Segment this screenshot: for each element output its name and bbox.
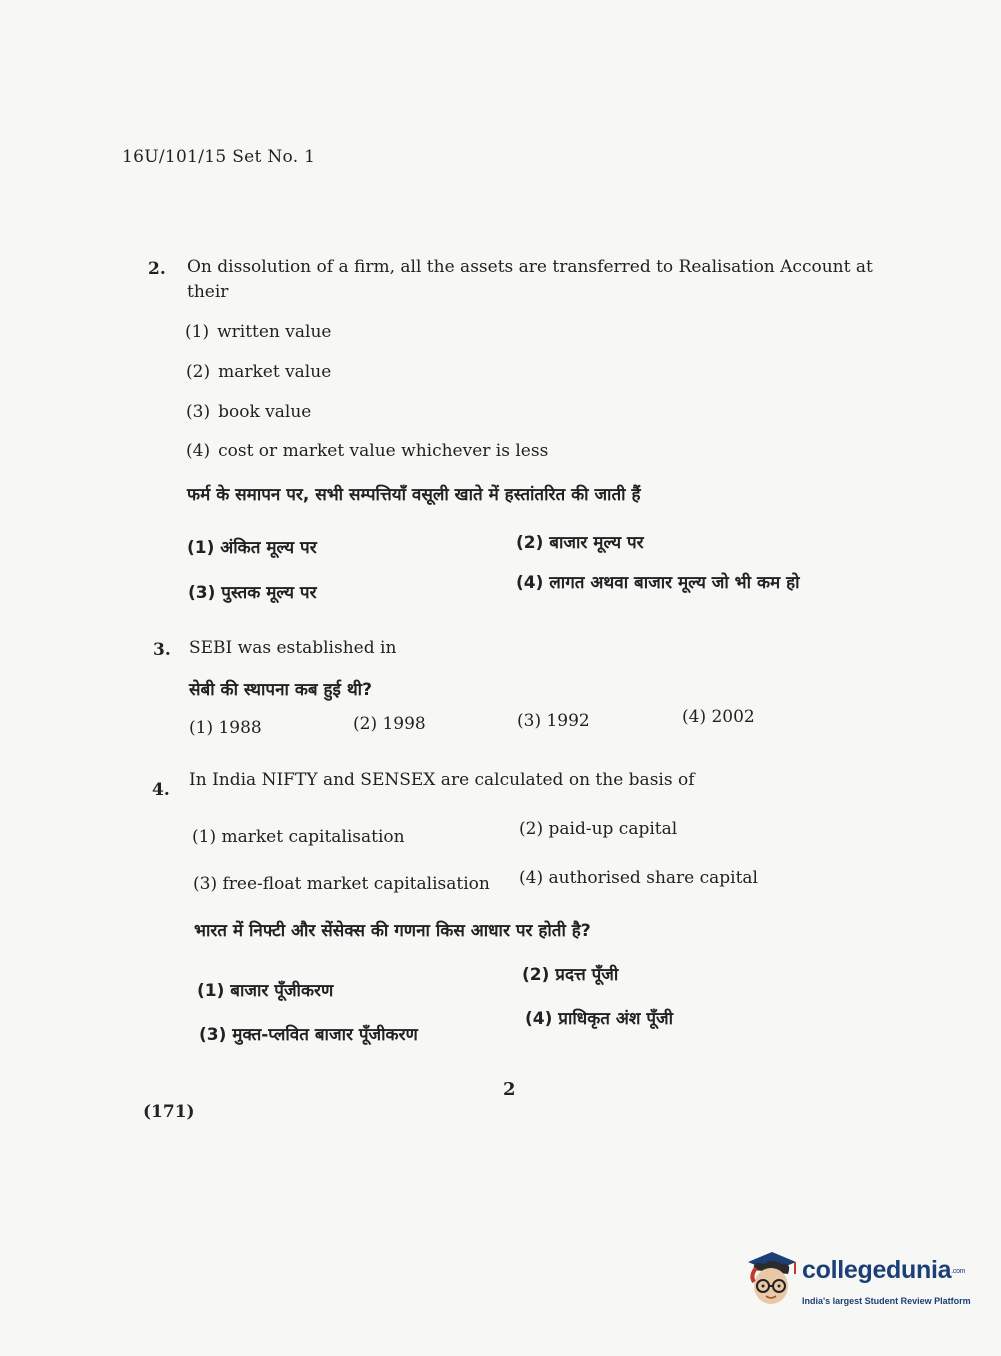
option-text: written value	[217, 322, 332, 342]
option-text: market value	[218, 362, 332, 382]
question-2-hindi-option-1[interactable]: (1) अंकित मूल्य पर	[187, 538, 317, 558]
option-text: book value	[218, 402, 312, 422]
question-4-hindi-option-3[interactable]: (3) मुक्त-प्लवित बाजार पूँजीकरण	[199, 1025, 418, 1045]
question-4-text: In India NIFTY and SENSEX are calculated on the basis of	[189, 770, 695, 790]
page-number: 2	[503, 1079, 516, 1100]
question-2-hindi-option-4[interactable]: (4) लागत अथवा बाजार मूल्य जो भी कम हो	[516, 573, 800, 593]
question-4-hindi-option-4[interactable]: (4) प्राधिकृत अंश पूँजी	[525, 1009, 674, 1029]
collegedunia-logo[interactable]	[742, 1248, 972, 1318]
question-3-hindi-text: सेबी की स्थापना कब हुई थी?	[189, 680, 372, 700]
logo-tagline: India's largest Student Review Platform	[802, 1296, 971, 1306]
question-4-hindi-option-2[interactable]: (2) प्रदत्त पूँजी	[522, 965, 619, 985]
question-2-option-2[interactable]	[186, 362, 331, 382]
option-number: (1)	[185, 322, 210, 342]
logo-brand-name: collegedunia	[802, 1256, 952, 1284]
question-4-option-4[interactable]: (4) authorised share capital	[519, 868, 758, 888]
mascot-icon	[742, 1248, 800, 1314]
question-2-option-4[interactable]	[186, 441, 548, 461]
question-4-option-3[interactable]: (3) free-float market capitalisation	[193, 874, 490, 894]
question-2-option-3[interactable]	[186, 402, 311, 422]
question-2-hindi-option-2[interactable]: (2) बाजार मूल्य पर	[516, 533, 644, 553]
question-4-hindi-text: भारत में निफ्टी और सेंसेक्स की गणना किस आधार पर होती है?	[194, 921, 591, 941]
question-2-text-line2: their	[187, 282, 229, 302]
question-4-option-1[interactable]: (1) market capitalisation	[192, 827, 405, 847]
option-number: (2)	[186, 362, 211, 382]
question-3-option-3[interactable]: (3) 1992	[517, 711, 590, 731]
paper-set-code: 16U/101/15 Set No. 1	[122, 147, 316, 167]
option-number: (3)	[186, 402, 211, 422]
logo-brand-text	[802, 1256, 965, 1285]
question-2-option-1[interactable]	[185, 322, 331, 342]
question-2-hindi-option-3[interactable]: (3) पुस्तक मूल्य पर	[188, 583, 317, 603]
option-text: cost or market value whichever is less	[218, 441, 549, 461]
question-3-option-1[interactable]: (1) 1988	[189, 718, 262, 738]
question-2-hindi-text: फर्म के समापन पर, सभी सम्पत्तियाँ वसूली खाते में हस्तांतरित की जाती हैं	[187, 485, 641, 505]
question-4-hindi-option-1[interactable]: (1) बाजार पूँजीकरण	[197, 981, 334, 1001]
question-2-number: 2.	[148, 259, 166, 279]
question-3-option-4[interactable]: (4) 2002	[682, 707, 755, 727]
option-number: (4)	[186, 441, 211, 461]
question-2-text-line1: On dissolution of a firm, all the assets are transferred to Realisation Account at	[187, 257, 873, 277]
question-4-option-2[interactable]: (2) paid-up capital	[519, 819, 678, 839]
question-3-number: 3.	[153, 640, 171, 660]
question-3-option-2[interactable]: (2) 1998	[353, 714, 426, 734]
question-3-text: SEBI was established in	[189, 638, 397, 658]
logo-brand-suffix: .com	[951, 1267, 966, 1275]
question-4-number: 4.	[152, 780, 170, 800]
paper-code: (171)	[143, 1102, 195, 1122]
